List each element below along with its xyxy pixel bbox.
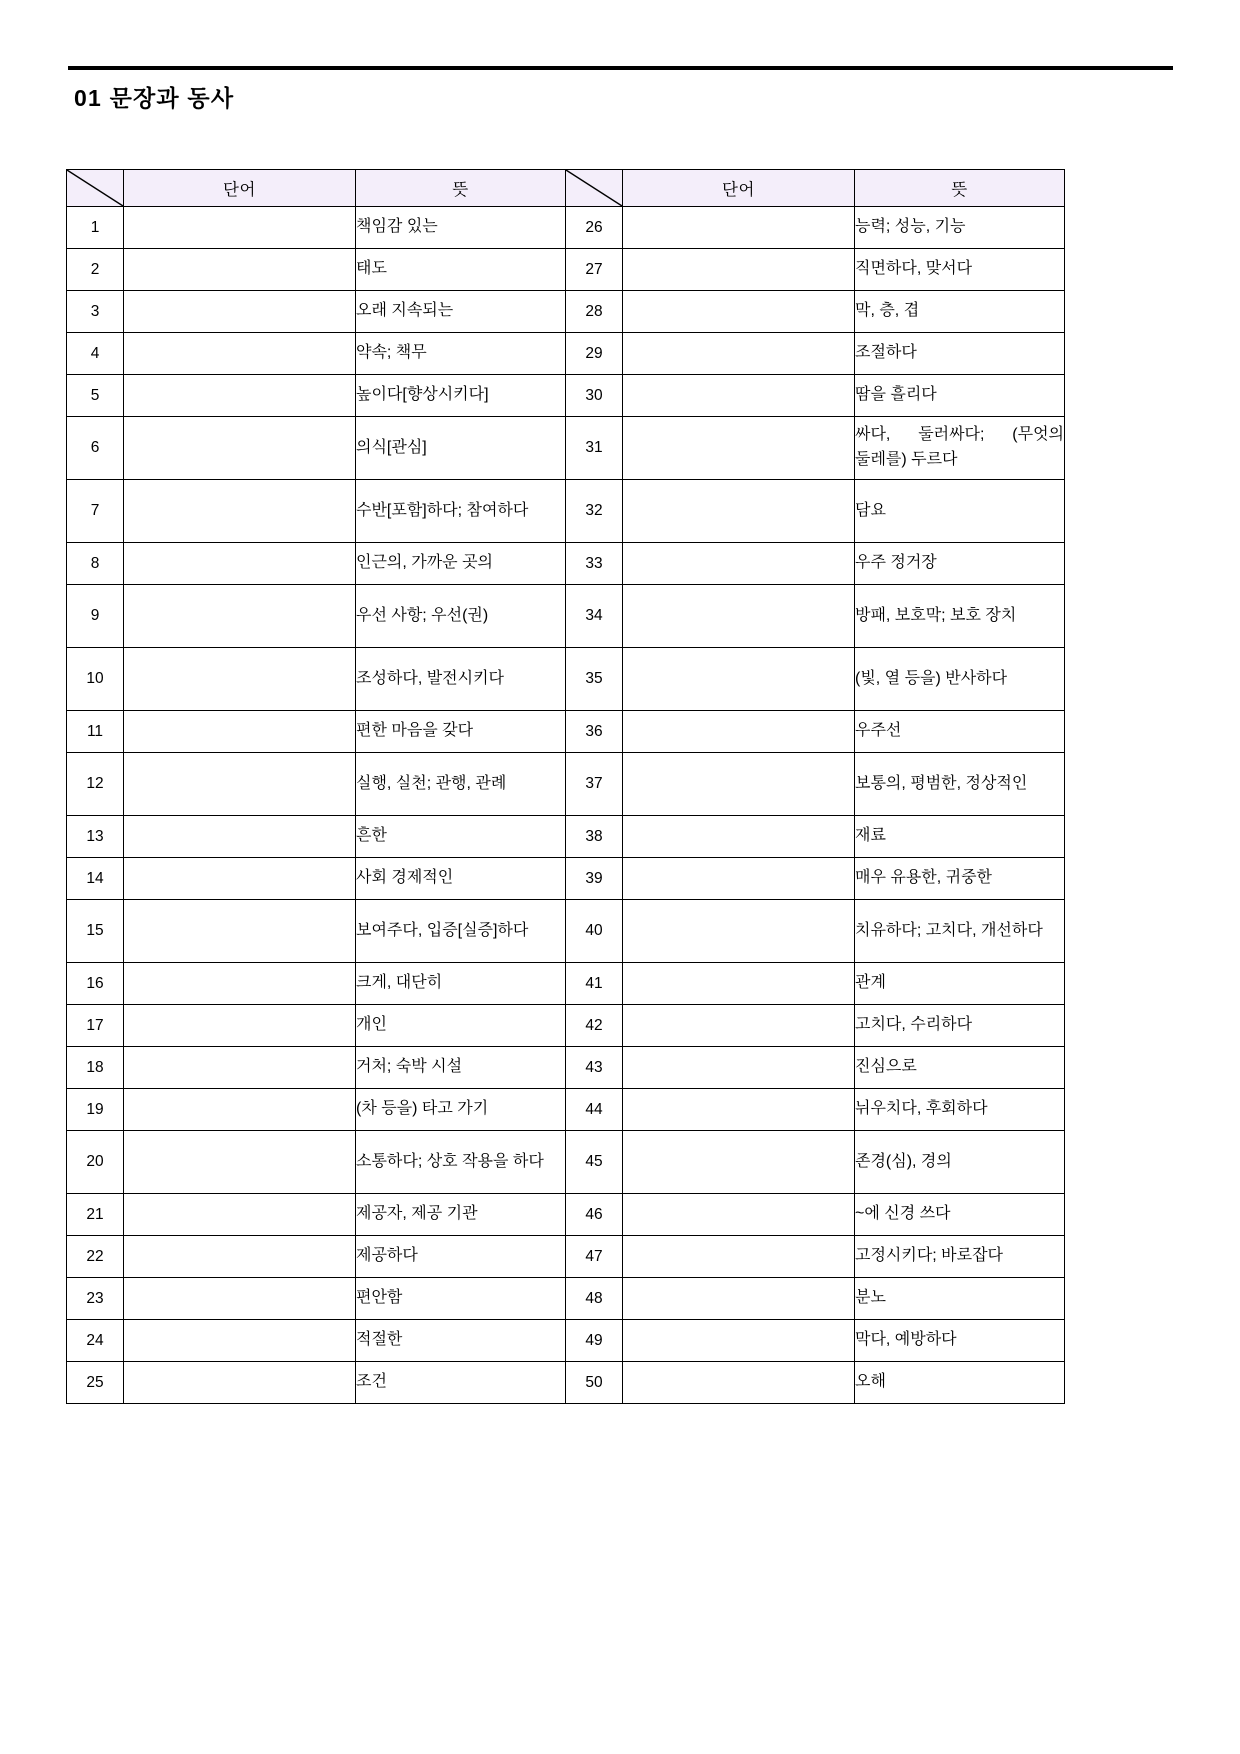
word-entry-cell[interactable] [623,1278,855,1320]
meaning-text: 약속; 책무 [356,344,427,362]
meaning-cell [855,1194,1065,1236]
meaning-text: 편한 마음을 갖다 [356,722,474,740]
meaning-cell [855,648,1065,711]
header-row [67,170,1065,207]
row-number-cell: 10 [67,648,124,711]
meaning-cell [356,1089,566,1131]
table-row [67,1236,1065,1278]
word-entry-cell[interactable] [124,1194,356,1236]
meaning-text: 보여주다, 입증[실증]하다 [356,921,529,939]
meaning-text: 고정시키다; 바로잡다 [855,1247,1003,1265]
row-number-cell: 13 [67,816,124,858]
meaning-text: 막, 층, 겹 [855,302,920,320]
table-row [67,1047,1065,1089]
meaning-text: 책임감 있는 [356,218,438,236]
meaning-cell [855,1362,1065,1404]
row-number-cell: 46 [566,1194,623,1236]
meaning-text: 매우 유용한, 귀중한 [855,869,992,887]
meaning-text: 우선 사항; 우선(권) [356,606,489,624]
meaning-text: 제공자, 제공 기관 [356,1205,478,1223]
meaning-cell [356,1047,566,1089]
meaning-cell [356,1236,566,1278]
meaning-text: (차 등을) 타고 가기 [356,1100,489,1118]
meaning-cell [356,480,566,543]
table-row [67,333,1065,375]
row-number-cell: 34 [566,585,623,648]
meaning-text: 태도 [356,260,387,278]
meaning-cell [855,480,1065,543]
row-number-cell: 44 [566,1089,623,1131]
row-number-cell: 33 [566,543,623,585]
diagonal-slash-icon [566,170,622,206]
row-number-cell: 41 [566,963,623,1005]
row-number-cell: 20 [67,1131,124,1194]
word-entry-cell[interactable] [623,1236,855,1278]
row-number-cell: 32 [566,480,623,543]
meaning-text: 재료 [855,827,886,845]
row-number-cell: 27 [566,249,623,291]
word-entry-cell[interactable] [623,249,855,291]
meaning-text: 크게, 대단히 [356,974,443,992]
word-entry-cell[interactable] [124,1047,356,1089]
row-number-cell: 26 [566,207,623,249]
word-entry-cell[interactable] [124,417,356,480]
header-rule [68,66,1173,70]
meaning-cell [356,543,566,585]
table-row [67,1089,1065,1131]
table-row [67,1194,1065,1236]
header-word-right: 단어 [623,170,855,207]
word-entry-cell[interactable] [623,291,855,333]
table-body [67,207,1065,1404]
table-row [67,858,1065,900]
meaning-cell [855,585,1065,648]
word-entry-cell[interactable] [124,1278,356,1320]
word-entry-cell[interactable] [124,753,356,816]
word-entry-cell[interactable] [124,375,356,417]
meaning-cell [356,1005,566,1047]
vocabulary-table-container [66,169,1064,1404]
word-entry-cell[interactable] [623,1089,855,1131]
meaning-cell [855,1320,1065,1362]
word-entry-cell[interactable] [124,207,356,249]
meaning-cell [855,291,1065,333]
row-number-cell: 40 [566,900,623,963]
row-number-cell: 47 [566,1236,623,1278]
row-number-cell: 50 [566,1362,623,1404]
word-entry-cell[interactable] [124,816,356,858]
word-entry-cell[interactable] [124,648,356,711]
row-number-cell: 39 [566,858,623,900]
meaning-cell [356,1194,566,1236]
word-entry-cell[interactable] [623,900,855,963]
row-number-cell: 12 [67,753,124,816]
meaning-cell [356,585,566,648]
meaning-text: 오해 [855,1373,886,1391]
word-entry-cell[interactable] [124,333,356,375]
meaning-cell [356,963,566,1005]
word-entry-cell[interactable] [623,816,855,858]
word-entry-cell[interactable] [124,1362,356,1404]
meaning-text: 소통하다; 상호 작용을 하다 [356,1152,544,1170]
meaning-cell [855,711,1065,753]
word-entry-cell[interactable] [623,1320,855,1362]
meaning-cell [855,1131,1065,1194]
row-number-cell: 29 [566,333,623,375]
word-entry-cell[interactable] [623,417,855,480]
row-number-cell: 19 [67,1089,124,1131]
word-entry-cell[interactable] [124,1320,356,1362]
row-number-cell: 23 [67,1278,124,1320]
meaning-cell [356,648,566,711]
meaning-cell [356,858,566,900]
meaning-cell [855,858,1065,900]
table-row [67,1320,1065,1362]
row-number-cell: 21 [67,1194,124,1236]
table-row [67,480,1065,543]
meaning-text: 방패, 보호막; 보호 장치 [855,606,1017,624]
meaning-text: 직면하다, 맞서다 [855,260,973,278]
meaning-cell [356,1131,566,1194]
meaning-text: 치유하다; 고치다, 개선하다 [855,921,1043,939]
row-number-cell: 17 [67,1005,124,1047]
word-entry-cell[interactable] [623,1362,855,1404]
meaning-cell [855,900,1065,963]
meaning-cell [356,207,566,249]
row-number-cell: 25 [67,1362,124,1404]
table-row [67,1278,1065,1320]
table-row [67,585,1065,648]
row-number-cell: 9 [67,585,124,648]
word-entry-cell[interactable] [623,1194,855,1236]
meaning-cell [356,711,566,753]
row-number-cell: 48 [566,1278,623,1320]
meaning-cell [356,375,566,417]
meaning-cell [356,900,566,963]
meaning-text: 편안함 [356,1289,403,1307]
row-number-cell: 30 [566,375,623,417]
meaning-text: 담요 [855,501,886,519]
row-number-cell: 35 [566,648,623,711]
meaning-text: 수반[포함]하다; 참여하다 [356,501,529,519]
meaning-cell [855,963,1065,1005]
table-row [67,249,1065,291]
meaning-text: 우주선 [855,722,902,740]
row-number-cell: 11 [67,711,124,753]
word-entry-cell[interactable] [124,963,356,1005]
meaning-cell [855,333,1065,375]
meaning-text: 분노 [855,1289,886,1307]
word-entry-cell[interactable] [623,333,855,375]
table-row [67,900,1065,963]
meaning-text: (빛, 열 등을) 반사하다 [855,669,1008,687]
meaning-cell [855,543,1065,585]
meaning-text: 높이다[향상시키다] [356,386,489,404]
word-entry-cell[interactable] [623,963,855,1005]
header-meaning-right: 뜻 [855,170,1065,207]
word-entry-cell[interactable] [623,711,855,753]
meaning-cell [855,816,1065,858]
header-word-left: 단어 [124,170,356,207]
row-number-cell: 4 [67,333,124,375]
meaning-text: 우주 정거장 [855,554,937,572]
word-entry-cell[interactable] [124,291,356,333]
meaning-cell [356,816,566,858]
meaning-text: 진심으로 [855,1058,917,1076]
row-number-cell: 14 [67,858,124,900]
word-entry-cell[interactable] [623,1047,855,1089]
word-entry-cell[interactable] [623,207,855,249]
page-title: 01 문장과 동사 [74,85,235,111]
row-number-cell: 31 [566,417,623,480]
vocabulary-table [66,169,1065,1404]
meaning-text: 개인 [356,1016,387,1034]
meaning-cell [855,1089,1065,1131]
meaning-text: 조절하다 [855,344,917,362]
word-entry-cell[interactable] [623,858,855,900]
row-number-cell: 43 [566,1047,623,1089]
meaning-cell [855,753,1065,816]
word-entry-cell[interactable] [623,753,855,816]
row-number-cell: 18 [67,1047,124,1089]
corner-cell-left [67,170,124,207]
row-number-cell: 5 [67,375,124,417]
row-number-cell: 24 [67,1320,124,1362]
word-entry-cell[interactable] [124,858,356,900]
table-row [67,417,1065,480]
meaning-text: 땀을 흘리다 [855,386,937,404]
table-row [67,291,1065,333]
row-number-cell: 37 [566,753,623,816]
row-number-cell: 15 [67,900,124,963]
word-entry-cell[interactable] [623,480,855,543]
meaning-cell [356,417,566,480]
word-entry-cell[interactable] [623,1131,855,1194]
meaning-cell [855,249,1065,291]
meaning-text: 제공하다 [356,1247,418,1265]
table-row [67,1005,1065,1047]
word-entry-cell[interactable] [124,480,356,543]
word-entry-cell[interactable] [623,648,855,711]
meaning-cell [356,753,566,816]
meaning-text: 실행, 실천; 관행, 관례 [356,774,507,792]
row-number-cell: 8 [67,543,124,585]
word-entry-cell[interactable] [124,1005,356,1047]
table-row [67,375,1065,417]
meaning-cell [356,333,566,375]
meaning-text: 사회 경제적인 [356,869,454,887]
meaning-text: 거처; 숙박 시설 [356,1058,463,1076]
meaning-cell [855,1005,1065,1047]
meaning-text: ~에 신경 쓰다 [855,1205,951,1223]
meaning-cell [855,1236,1065,1278]
table-row [67,543,1065,585]
header-meaning-left: 뜻 [356,170,566,207]
meaning-cell [356,291,566,333]
table-row [67,816,1065,858]
meaning-text: 조건 [356,1373,387,1391]
word-entry-cell[interactable] [623,543,855,585]
row-number-cell: 45 [566,1131,623,1194]
meaning-text: 의식[관심] [356,438,427,456]
meaning-cell [356,249,566,291]
row-number-cell: 1 [67,207,124,249]
word-entry-cell[interactable] [124,1089,356,1131]
meaning-text: 고치다, 수리하다 [855,1016,973,1034]
word-entry-cell[interactable] [124,543,356,585]
word-entry-cell[interactable] [623,1005,855,1047]
corner-cell-right [566,170,623,207]
row-number-cell: 6 [67,417,124,480]
row-number-cell: 36 [566,711,623,753]
row-number-cell: 2 [67,249,124,291]
meaning-text: 보통의, 평범한, 정상적인 [855,774,1028,792]
row-number-cell: 7 [67,480,124,543]
diagonal-slash-icon [67,170,123,206]
meaning-text: 막다, 예방하다 [855,1331,957,1349]
meaning-text: 관계 [855,974,886,992]
meaning-cell [855,375,1065,417]
table-row [67,1362,1065,1404]
meaning-cell [356,1362,566,1404]
table-row [67,648,1065,711]
meaning-text: 흔한 [356,827,387,845]
meaning-text: 싸다, 둘러싸다; (무엇의 둘레를) 두르다 [855,426,1064,468]
table-header [67,170,1065,207]
meaning-text: 조성하다, 발전시키다 [356,669,504,687]
meaning-cell [356,1320,566,1362]
row-number-cell: 42 [566,1005,623,1047]
row-number-cell: 22 [67,1236,124,1278]
word-entry-cell[interactable] [124,711,356,753]
table-row [67,963,1065,1005]
meaning-text: 적절한 [356,1331,403,1349]
row-number-cell: 16 [67,963,124,1005]
row-number-cell: 38 [566,816,623,858]
meaning-cell [855,417,1065,480]
table-row [67,1131,1065,1194]
word-entry-cell[interactable] [124,1131,356,1194]
word-entry-cell[interactable] [124,1236,356,1278]
meaning-text: 오래 지속되는 [356,302,454,320]
row-number-cell: 3 [67,291,124,333]
row-number-cell: 28 [566,291,623,333]
word-entry-cell[interactable] [124,249,356,291]
meaning-cell [855,1047,1065,1089]
meaning-text: 능력; 성능, 기능 [855,218,966,236]
table-row [67,711,1065,753]
word-entry-cell[interactable] [124,900,356,963]
row-number-cell: 49 [566,1320,623,1362]
meaning-text: 인근의, 가까운 곳의 [356,554,493,572]
table-row [67,753,1065,816]
word-entry-cell[interactable] [623,585,855,648]
meaning-cell [855,1278,1065,1320]
table-row [67,207,1065,249]
meaning-cell [356,1278,566,1320]
meaning-cell [855,207,1065,249]
meaning-text: 존경(심), 경의 [855,1152,952,1170]
word-entry-cell[interactable] [623,375,855,417]
meaning-text: 뉘우치다, 후회하다 [855,1100,988,1118]
word-entry-cell[interactable] [124,585,356,648]
